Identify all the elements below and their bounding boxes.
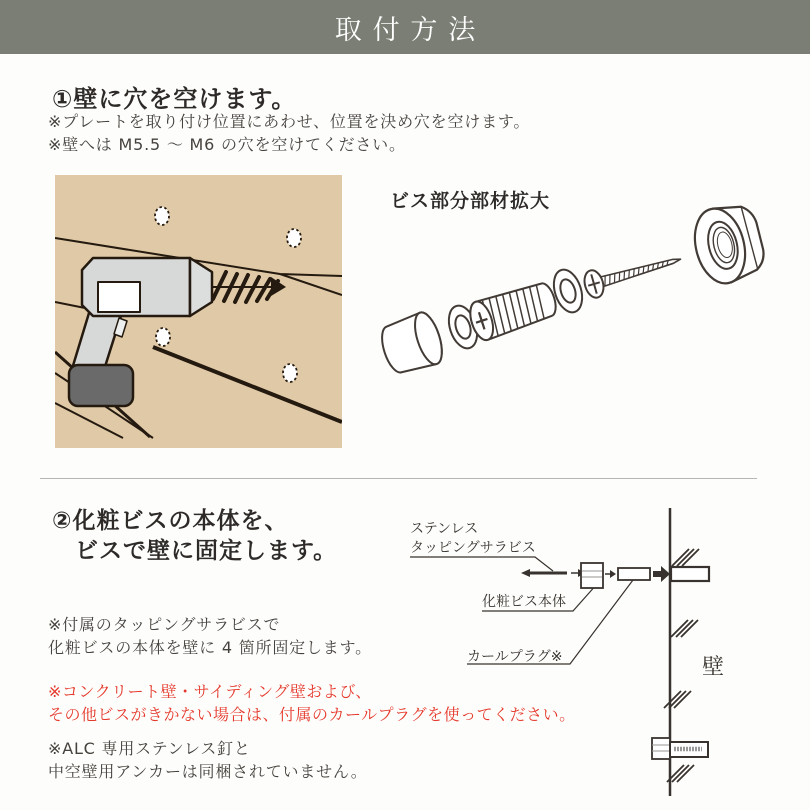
step2-heading-line2: ビスで壁に固定します。: [75, 538, 338, 564]
screw-exploded-diagram: [380, 200, 800, 395]
screw-body-icon: [581, 563, 603, 588]
step1-heading: ①壁に穴を空けます。: [52, 85, 297, 113]
step2-note2-line2: 中空壁用アンカーは同梱されていません。: [48, 762, 368, 781]
plug-in-wall-icon: [671, 567, 709, 581]
step2-note2: [48, 737, 368, 783]
exploded-view-title: ビス部分部材拡大: [390, 190, 551, 212]
threaded-body-part: [466, 278, 560, 343]
diagram-labels: [410, 521, 724, 680]
step2-heading: [52, 506, 337, 566]
step2-warning-line1: ※コンクリート壁・サイディング壁および、: [48, 682, 372, 701]
drill-label: [98, 282, 140, 312]
step2-note2-line1: ※ALC 専用ステンレス釘と: [48, 739, 251, 758]
page-title: 取付方法: [334, 14, 486, 46]
step1-note-line1: ※プレートを取り付け位置にあわせ、位置を決め穴を空けます。: [48, 112, 531, 131]
drill-wall-illustration: [55, 175, 342, 448]
mounted-screw-assembly: [652, 738, 708, 759]
nut-part: [688, 200, 769, 289]
step2-warning-line2: その他ビスがきかない場合は、付属のカールプラグを使ってください。: [48, 705, 576, 724]
step2-note-line2: 化粧ビスの本体を壁に 4 箇所固定します。: [48, 638, 372, 657]
label-stainless: ステンレス: [410, 521, 479, 537]
step1-note-line2: ※壁へは M5.5 〜 M6 の穴を空けてください。: [48, 135, 406, 154]
drill-battery: [69, 365, 133, 406]
arrow-icon-2: [605, 570, 616, 578]
label-tapping-screw: タッピングサラビス: [410, 540, 536, 556]
curl-plug-icon: [618, 568, 650, 580]
label-wall: 壁: [702, 655, 725, 680]
tapping-screw-icon: [521, 569, 567, 577]
wall-mount-diagram: [400, 505, 810, 805]
tapping-screw-part: [581, 246, 684, 300]
step1-notes: [48, 110, 530, 156]
cap-part: [380, 309, 447, 378]
step2-note-line1: ※付属のタッピングサラビスで: [48, 615, 281, 634]
label-screw-body: 化粧ビス本体: [482, 594, 566, 610]
thick-arrow-icon: [653, 566, 670, 582]
step2-note: [48, 613, 372, 659]
page-header: [0, 0, 810, 54]
label-curl-plug: カールプラグ※: [467, 649, 563, 665]
section-divider: [40, 478, 757, 479]
step2-heading-line1: ②化粧ビスの本体を、: [52, 508, 289, 534]
